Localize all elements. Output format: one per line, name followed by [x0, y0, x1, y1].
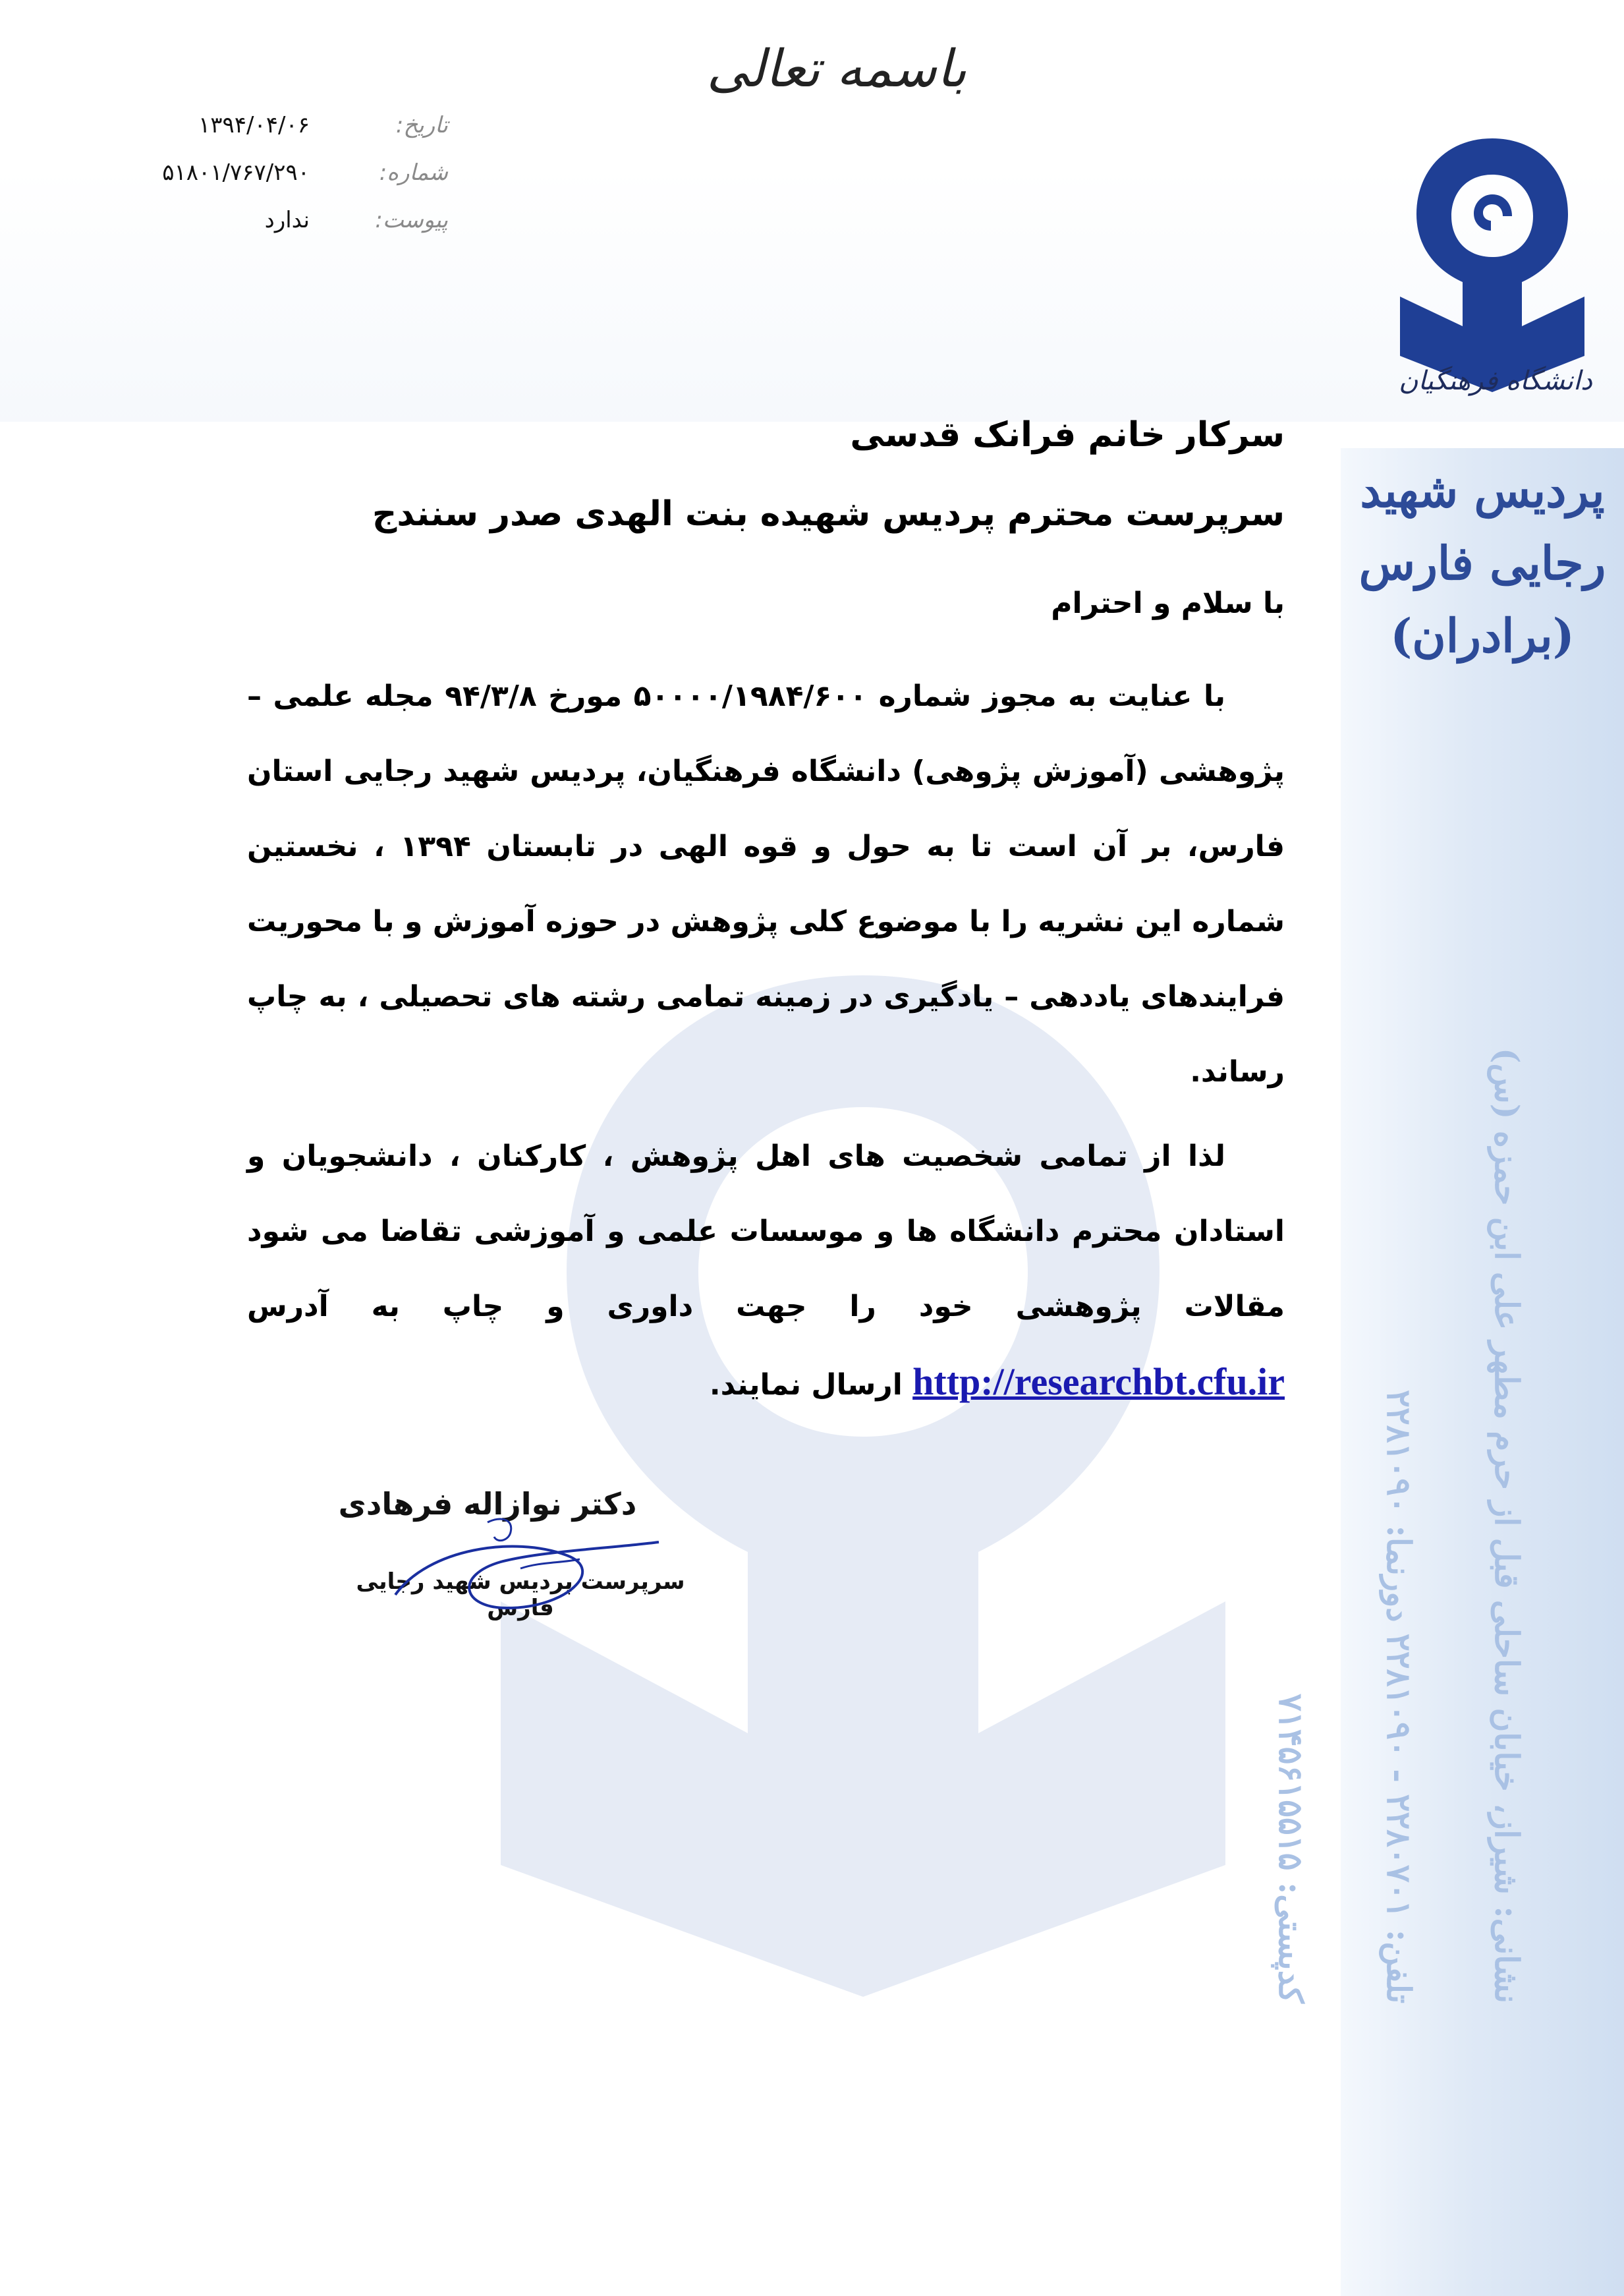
greeting: با سلام و احترام [1051, 587, 1285, 620]
date-label: تاریخ: [395, 112, 448, 138]
side-address-line1: نشانی: شیراز، خیابان ساحلی قبل از حرم مطهر علی ابن حمزه (س) [1488, 1047, 1526, 2003]
paragraph-2-end: ارسال نمایند. [709, 1368, 903, 1402]
side-title-line2: (برادران) [1390, 608, 1575, 663]
letter-meta [105, 112, 448, 254]
side-address [1272, 672, 1588, 2003]
paragraph-2 [247, 1119, 1285, 1423]
submission-link[interactable]: http://researchbt.cfu.ir [912, 1360, 1285, 1403]
attachment-row [105, 207, 448, 254]
attachment-value: ندارد [264, 207, 310, 233]
addressee-title: سرپرست محترم پردیس شهیده بنت الهدی صدر سنندج [372, 494, 1285, 534]
signatory-name: دکتر نوازاله فرهادی [338, 1486, 637, 1522]
side-title [1344, 455, 1621, 672]
date-value: ۱۳۹۴/۰۴/۰۶ [198, 112, 310, 138]
side-title-line1: پردیس شهید رجایی فارس [1358, 463, 1606, 590]
addressee-name: سرکار خانم فرانک قدسی [850, 415, 1285, 455]
number-value: ۵۱۸۰۱/۷۶۷/۲۹۰ [162, 159, 310, 186]
number-row [105, 159, 448, 207]
letter-body [247, 659, 1285, 1432]
side-address-line2: تلفن: ۲۲۸۰۷۰۱ - ۲۲۸۱۰۹۰ دورنما: ۲۲۸۱۰۹۰ [1380, 1389, 1418, 2003]
logo-caption: دانشگاه فرهنگیان [1399, 366, 1592, 396]
basmala-heading: باسمه تعالی [706, 40, 967, 99]
paragraph-2-start: لذا از تمامی شخصیت های اهل پژوهش ، کارکنان ، دانشجویان و استادان محترم دانشگاه ها و موسسات علمی و آموزشی تقاضا می شود مقالات پژوهشی خود را جهت داوری و چاپ به آدرس [247, 1139, 1285, 1323]
number-label: شماره: [379, 159, 448, 186]
side-address-line3: کدپستی: ۷۱۴۵۶۱۵۵۱۵ [1272, 1694, 1310, 2003]
attachment-label: پیوست: [375, 207, 448, 233]
signatory-title: سرپرست پردیس شهید رجایی فارس [356, 1568, 685, 1621]
paragraph-1: با عنایت به مجوز شماره ۵۰۰۰۰/۱۹۸۴/۶۰۰ مورخ ۹۴/۳/۸ مجله علمی – پژوهشی (آموزش پژوهی) دانشگاه فرهنگیان، پردیس شهید رجایی استان فارس، بر آن است تا به حول و قوه الهی در تابستان ۱۳۹۴ ، نخستین شماره این نشریه را با موضوع کلی پژوهش در حوزه آموزش و با محوریت فرایندهای یاددهی – یادگیری در زمینه تمامی رشته های تحصیلی ، به چاپ رساند. [247, 679, 1285, 1089]
date-row [105, 112, 448, 159]
handwritten-signature-icon [369, 1496, 672, 1628]
